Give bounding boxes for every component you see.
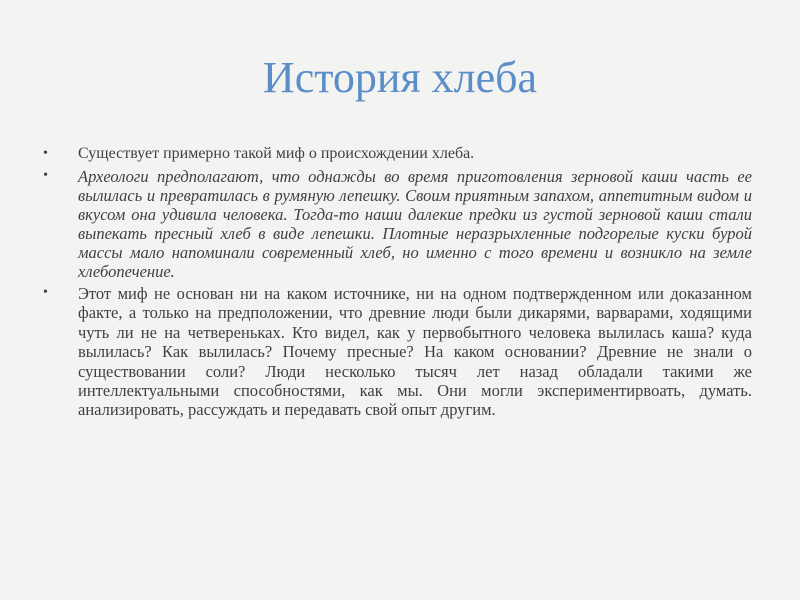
bullet-text: Этот миф не основан ни на каком источнике, ни на одном подтвержденном или доказанном факте, а только на предположении, что древние люди были дикарями, варварами, ходящими чуть ли не на четвереньках. Кто видел, как у первобытного человека вылилась каша? куда вылилась? Как вылилась? Почему пресные? На каком основании? Древние не знали о существовании соли? Люди несколько тысяч лет назад обладали такими же интеллектуальными способностями, как мы. Они могли экспериментирвоать, думать. анализировать, рассуждать и передавать свой опыт другим. — [78, 284, 752, 420]
bullet-text: Существует примерно такой миф о происхождении хлеба. — [78, 145, 475, 162]
bullet-list — [40, 144, 752, 420]
bullet-marker: • — [43, 285, 48, 300]
slide-content — [40, 144, 752, 423]
slide-title: История хлеба — [262, 53, 538, 102]
bullet-item-archaeologists — [40, 167, 752, 281]
bullet-item-critique — [40, 284, 752, 420]
bullet-marker: • — [43, 168, 48, 183]
bullet-text: Археологи предполагают, что однажды во время приготовления зерновой каши часть ее вылилась и превратилась в румяную лепешку. Своим приятным запахом, аппетитным видом и вкусом она удивила человека. Тогда-то наши далекие предки из густой зерновой каши стали выпекать пресный хлеб в виде лепешки. Плотные неразрыхленные подгорелые куски бурой массы мало напоминали современный хлеб, но именно с того времени и возникло на земле хлебопечение. — [78, 167, 752, 281]
bullet-item-myth — [40, 144, 752, 164]
bullet-marker: • — [43, 146, 48, 161]
